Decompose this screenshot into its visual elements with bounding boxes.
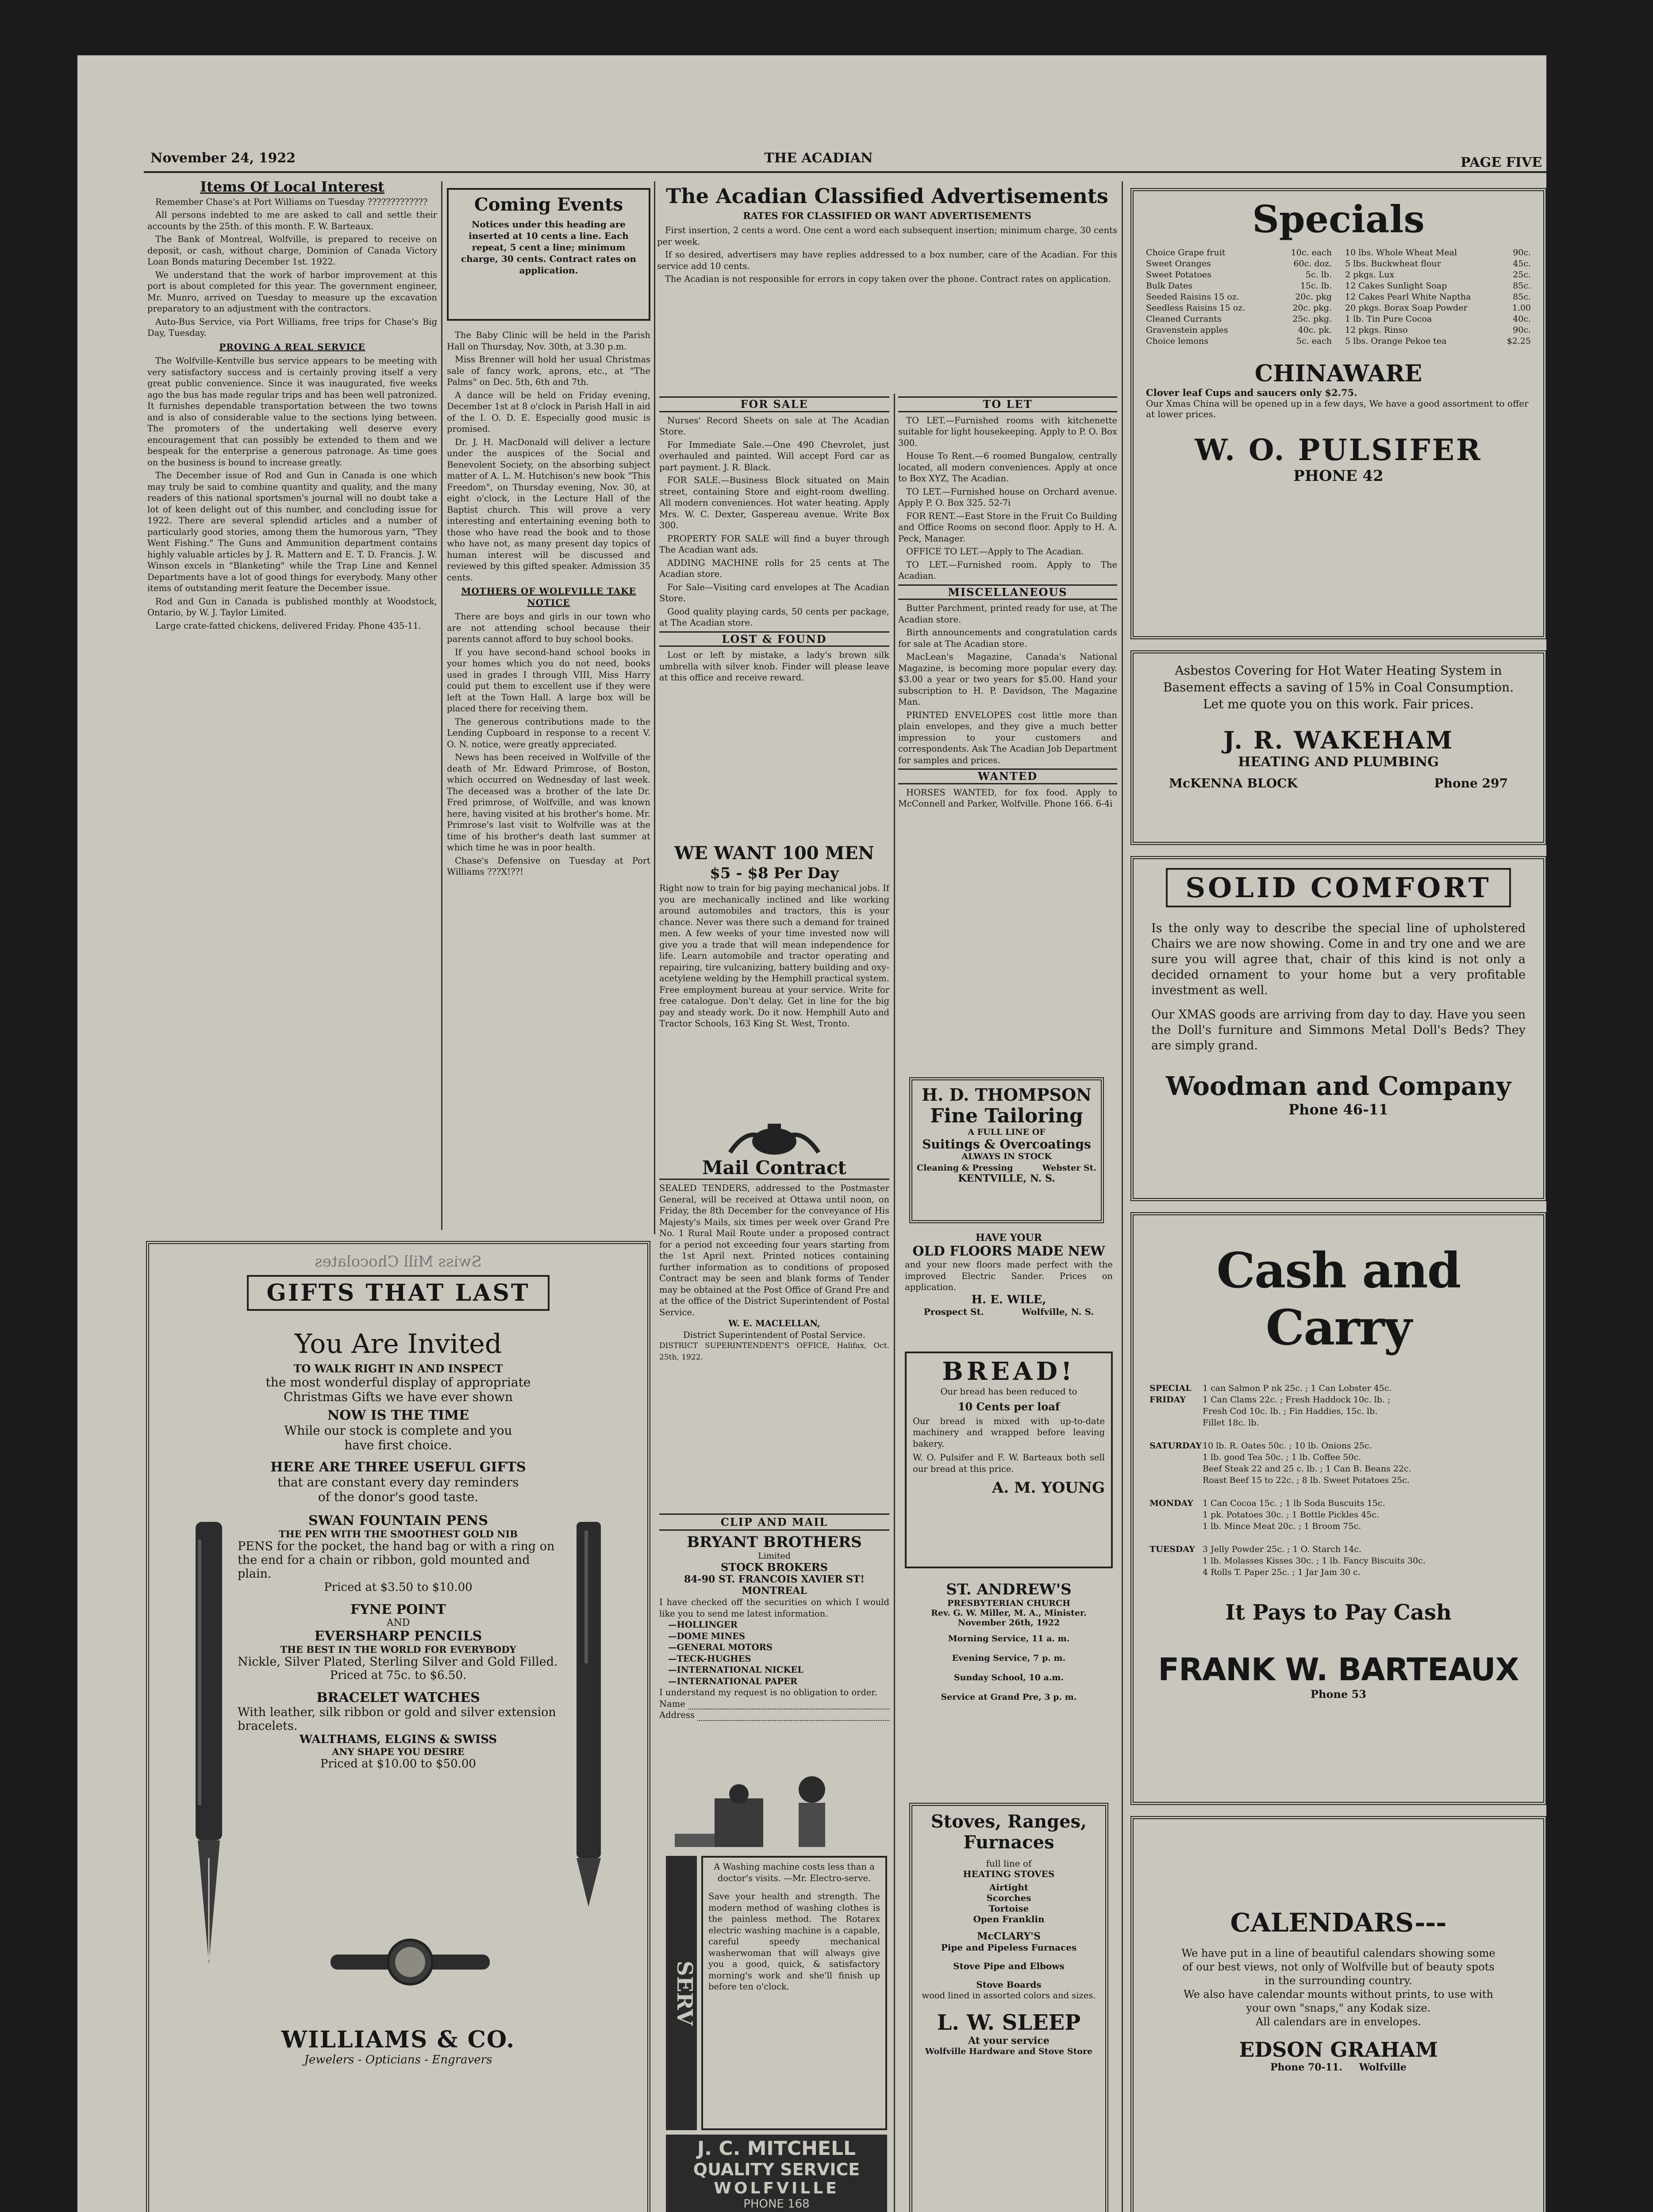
chinaware-title: CHINAWARE <box>1254 360 1422 387</box>
clip-item[interactable]: —HOLLINGER <box>668 1620 738 1630</box>
bracelet-watch-icon <box>331 1938 490 1986</box>
local-para: The Bank of Montreal, Wolfville, is prepared to receive on deposit, or cash, without charge, Dominion of Canada Victory Loan Bonds maturing December 1st. 1922. <box>147 234 437 267</box>
pulsifer-ad <box>1130 188 1546 639</box>
gifts-makes: WALTHAMS, ELGINS & SWISS <box>299 1733 497 1746</box>
sleep-service: At your service <box>968 2035 1049 2047</box>
sleep-item: Airtight <box>989 1882 1029 1893</box>
cash-day <box>1149 1509 1203 1521</box>
local-para: Auto-Bus Service, via Port Williams, free trips for Chase's Big Day, Tuesday. <box>147 316 437 338</box>
special-price: 1.00 <box>1512 303 1531 313</box>
gifts-firm: WILLIAMS & CO. <box>281 2026 515 2053</box>
special-price: $2.25 <box>1507 336 1531 346</box>
gifts-brace-price: Priced at $10.00 to $50.00 <box>320 1757 476 1770</box>
comfort-p2: Our XMAS goods are arriving from day to day. Have you seen the Doll's furniture and Simmons Metal Doll's Beds? They are simply grand. <box>1151 1008 1526 1052</box>
events-title: Coming Events <box>474 194 623 215</box>
cash-items: Fresh Cod 10c. lb. ; Fin Haddies, 15c. lb. <box>1203 1406 1378 1416</box>
special-item: 1 lb. Tin Pure Cocoa <box>1345 314 1432 324</box>
special-item: Sweet Oranges <box>1146 259 1211 269</box>
special-item: 12 Cakes Sunlight Soap <box>1345 281 1447 291</box>
sleep-elbows: Stove Pipe and Elbows <box>953 1961 1065 1971</box>
cash-items: Beef Steak 22 and 25 c. lb. ; 1 Can B. Beans 22c. <box>1203 1464 1411 1474</box>
ad-line: Birth announcements and congratulation cards for sale at The Acadian store. <box>898 627 1117 649</box>
thompson-goods: Suitings & Overcoatings <box>922 1137 1091 1152</box>
cash-day <box>1149 1406 1203 1417</box>
misc-heading: MISCELLANEOUS <box>898 584 1117 600</box>
thompson-ad <box>909 1077 1104 1223</box>
special-item: Seedless Raisins 15 oz. <box>1146 303 1246 313</box>
special-item: Choice Grape fruit <box>1146 248 1226 257</box>
mail-contract <box>659 1121 889 1506</box>
clip-name-label: Name <box>659 1698 685 1709</box>
events-column <box>447 330 650 1223</box>
local-para: All persons indebted to me are asked to call and settle their accounts by the 25th. of this month. F. W. Barteaux. <box>147 210 437 231</box>
sleep-item: Scorches <box>986 1893 1031 1903</box>
cash-day <box>1149 1567 1203 1578</box>
gifts-swan-price: Priced at $3.50 to $10.00 <box>324 1581 473 1594</box>
ad-line: OFFICE TO LET.—Apply to The Acadian. <box>906 546 1084 557</box>
cash-items: Fillet 18c. lb. <box>1203 1418 1259 1428</box>
cash-day: SPECIAL <box>1149 1383 1192 1393</box>
thompson-street: Webster St. <box>1042 1163 1096 1173</box>
special-price: 25c. <box>1513 270 1531 280</box>
cash-items: 1 Can Clams 22c. ; Fresh Haddock 10c. lb. ; <box>1203 1395 1391 1405</box>
woodman-ad <box>1130 856 1546 1201</box>
special-item: Seeded Raisins 15 oz. <box>1146 292 1239 302</box>
wanted-heading: WANTED <box>898 768 1117 784</box>
for-sale-column <box>659 394 889 836</box>
rate-line: The Acadian is not responsible for errors in copy taken over the phone. Contract rates on application. <box>665 274 1111 284</box>
gifts-invited: You Are Invited <box>294 1329 502 1359</box>
special-item: 12 pkgs. Rinso <box>1345 325 1408 335</box>
cash-day <box>1149 1463 1203 1475</box>
special-item: 12 Cakes Pearl White Naptha <box>1345 292 1471 302</box>
thompson-name: H. D. THOMPSON <box>922 1085 1092 1105</box>
event-para: Miss Brenner will hold her usual Christmas sale of fancy work, aprons, etc., at "The Palms" on Dec. 5th, 6th and 7th. <box>447 354 650 387</box>
gifts-ad <box>146 1241 650 2212</box>
clip-item[interactable]: —DOME MINES <box>668 1631 746 1641</box>
wile-addr: Prospect St. <box>923 1306 984 1317</box>
sleep-item: Open Franklin <box>973 1914 1045 1924</box>
event-para: There are boys and girls in our town who are not attending school because their parents cannot afford to buy school books. <box>447 611 650 644</box>
gifts-l4: that are constant every day reminders of the donor's good taste. <box>277 1475 519 1504</box>
cash-slogan: It Pays to Pay Cash <box>1225 1600 1452 1625</box>
special-price: 10c. each <box>1291 248 1332 257</box>
ad-line: For Immediate Sale.—One 490 Chevrolet, just overhauled and painted. Will accept Ford car as part payment. J. R. Black. <box>659 439 889 472</box>
column-rule <box>1122 181 1123 2212</box>
special-price: 45c. <box>1513 259 1531 269</box>
masthead-rule <box>144 171 1546 173</box>
event-para: The generous contributions made to the Lending Cupboard in response to a recent V. O. N. notice, were greatly appreciated. <box>447 716 650 749</box>
sleep-line: full line of <box>986 1858 1032 1869</box>
cash-items: 4 Rolls T. Paper 25c. ; 1 Jar Jam 30 c. <box>1203 1567 1361 1577</box>
barteaux-ad <box>1130 1212 1546 1805</box>
wile-l2: OLD FLOORS MADE NEW <box>912 1244 1105 1259</box>
clip-firm-sub: Limited <box>758 1551 791 1561</box>
church-service: Service at Grand Pre, 3 p. m. <box>941 1692 1077 1702</box>
special-item: 5 lbs. Buckwheat flour <box>1345 259 1441 269</box>
calendars-p1: We have put in a line of beautiful calendars showing some of our best views, not only of Wolfville but of beauty spots in the surrounding country. <box>1181 1947 1495 1987</box>
to-let-heading: TO LET <box>898 396 1117 412</box>
mail-sig-title: District Superintendent of Postal Service. <box>683 1329 866 1340</box>
special-price: 85c. <box>1513 281 1531 291</box>
gifts-now: NOW IS THE TIME <box>327 1408 469 1423</box>
clip-mail-ad <box>659 1511 889 1759</box>
woodman-name: Woodman and Company <box>1165 1071 1511 1101</box>
event-para: If you have second-hand school books in your homes which you do not need, books used in grades I through VIII, Miss Harry could put them to excellent use if they were left at the Town Hall. A large box will be placed there for receiving them. <box>447 647 650 714</box>
local-para: Remember Chase's at Port Williams on Tuesday ????????????? <box>155 196 428 207</box>
mail-office: DISTRICT SUPERINTENDENT'S OFFICE, Halifax, Oct. 25th, 1922. <box>659 1341 889 1362</box>
clip-firm-kind: STOCK BROKERS <box>721 1561 828 1574</box>
clip-address: 84-90 ST. FRANCOIS XAVIER ST! <box>684 1574 865 1585</box>
bread-title: BREAD! <box>942 1357 1076 1386</box>
cash-day <box>1149 1452 1203 1463</box>
event-para: The Baby Clinic will be held in the Parish Hall on Thursday, Nov. 30th, at 3.30 p.m. <box>447 330 650 352</box>
sleep-boards: Stove Boards <box>976 1979 1042 1990</box>
cash-day <box>1149 1475 1203 1486</box>
gifts-mirror-text: Swiss Mill Chocolates <box>315 1253 482 1271</box>
ad-line: HORSES WANTED, for fox food. Apply to McConnell and Parker, Wolfville. Phone 166. 6-4i <box>898 787 1117 809</box>
cash-items: Roast Beef 15 to 22c. ; 8 lb. Sweet Potatoes 25c. <box>1203 1475 1410 1485</box>
gifts-and: AND <box>386 1617 410 1628</box>
clip-address-label: Address <box>659 1710 695 1720</box>
mail-sig: W. E. MACLELLAN, <box>728 1318 820 1329</box>
rate-line: If so desired, advertisers may have replies addressed to a box number, care of the Acadian. For this service add 10 cents. <box>657 250 1117 271</box>
gifts-l2: the most wonderful display of appropriate Christmas Gifts we have ever shown <box>265 1375 531 1404</box>
mitchell-name: J. C. MITCHELL <box>697 2137 856 2160</box>
pulsifer-name: W. O. PULSIFER <box>1195 433 1482 467</box>
sleep-store: Wolfville Hardware and Stove Store <box>925 2046 1093 2056</box>
local-title: Items Of Local Interest <box>200 181 384 195</box>
church-date: November 26th, 1922 <box>957 1618 1060 1628</box>
gifts-swan: SWAN FOUNTAIN PENS <box>308 1513 488 1528</box>
men-body: Right now to train for big paying mechanical jobs. If you are mechanically inclined and like working around automobiles and tractors, this is your chance. Never was there such a demand for trained men. A few weeks of your time invested now will give you a trade that will mean independence for life. Learn automobile and tractor operating and repairing, tire vulcanizing, battery building and oxy-acetylene welding by the Hemphill practical system. Free employment bureau at your service. Write for free catalogue. Don't delay. Get in line for the big pay and steady work. Do it now. Hemphill Auto and Tractor Schools, 163 King St. West, Tronto. <box>659 883 889 1029</box>
sleep-ad <box>909 1803 1108 2212</box>
specials-title: Specials <box>1252 197 1425 241</box>
men-pay: $5 - $8 Per Day <box>710 864 839 882</box>
special-item: Cleaned Currants <box>1146 314 1222 324</box>
bread-l3: Our bread is mixed with up-to-date machinery and wrapped before leaving bakery. <box>913 1416 1105 1449</box>
gifts-brace: BRACELET WATCHES <box>316 1690 480 1705</box>
mitchell-phone: PHONE 168 <box>743 2197 810 2211</box>
bus-title: PROVING A REAL SERVICE <box>219 341 365 352</box>
mail-body: SEALED TENDERS, addressed to the Postmaster General, will be received at Ottawa until noon, on Friday, the 8th December for the conveyance of His Majesty's Mails, six times per week over Grand Pre No. 1 Rural Mail Route under a proposed contract for a period not exceeding four years starting from the 1st April next. Printed notices containing further information as to conditions of proposed Contract may be seen and blank forms of Tender may be obtained at the Post Office of Grand Pre and at the office of the District Superintendent of Postal Service. <box>659 1183 889 1317</box>
gifts-ever-body: Nickle, Silver Plated, Sterling Silver and Gold Filled. <box>238 1655 558 1669</box>
clip-name-field[interactable] <box>688 1698 889 1710</box>
chinaware-line1: Clover leaf Cups and saucers only $2.75. <box>1146 387 1357 398</box>
cash-items: 1 can Salmon P nk 25c. ; 1 Can Lobster 45c. <box>1203 1383 1392 1393</box>
cash-day: FRIDAY <box>1149 1395 1186 1405</box>
wile-body: and your new floors made perfect with the improved Electric Sander. Prices on application. <box>905 1260 1113 1292</box>
ad-line: FOR RENT.—East Store in the Fruit Co Building and Office Rooms on second floor. Apply to H. A. Peck, Manager. <box>898 511 1117 544</box>
graham-ad <box>1130 1816 1546 2212</box>
ad-line: ADDING MACHINE rolls for 25 cents at The Acadian store. <box>659 557 889 579</box>
classified-header <box>657 184 1117 392</box>
clip-firm: BRYANT BROTHERS <box>687 1533 862 1551</box>
wile-ad <box>905 1232 1113 1347</box>
special-item: 20 pkgs. Borax Soap Powder <box>1345 303 1468 313</box>
local-column <box>147 181 437 1230</box>
special-price: 5c. lb. <box>1305 270 1332 280</box>
page-number: PAGE FIVE <box>1460 155 1542 170</box>
cash-day: TUESDAY <box>1149 1544 1195 1554</box>
column-rule <box>654 181 655 1234</box>
special-price: 20c. pkg. <box>1292 303 1332 313</box>
ad-line: For Sale—Visiting card envelopes at The Acadian Store. <box>659 582 889 603</box>
gifts-ever-sub: THE BEST IN THE WORLD FOR EVERYBODY <box>280 1644 516 1655</box>
classified-title: The Acadian Classified Advertisements <box>666 184 1108 208</box>
cash-day <box>1149 1521 1203 1532</box>
men-ad <box>659 843 889 1117</box>
gifts-shape: ANY SHAPE YOU DESIRE <box>332 1746 465 1757</box>
to-let-column <box>898 394 1117 1075</box>
fountain-pen-icon <box>185 1522 233 1973</box>
eversharp-pencil-icon <box>563 1522 612 1911</box>
thompson-line: A FULL LINE OF <box>968 1127 1046 1137</box>
special-price: 25c. pkg. <box>1292 314 1332 324</box>
mitchell-footer <box>666 2135 887 2212</box>
events-notice: Notices under this heading are inserted at 10 cents a line. Each repeat, 5 cent a line; minimum charge, 30 cents. Contract rates on application. <box>461 219 636 276</box>
bread-l1: Our bread has been reduced to <box>940 1386 1077 1397</box>
classified-subtitle: RATES FOR CLASSIFIED OR WANT ADVERTISEMENTS <box>743 210 1031 221</box>
ad-line: TO LET.—Furnished room. Apply to The Acadian. <box>898 559 1117 581</box>
bread-sig: A. M. YOUNG <box>992 1479 1105 1497</box>
gifts-ever-price: Priced at 75c. to $6.50. <box>330 1669 467 1682</box>
event-para: Chase's Defensive on Tuesday at Port Williams ???X!??! <box>447 855 650 877</box>
column-rule <box>894 394 895 2212</box>
cash-day: MONDAY <box>1149 1498 1193 1508</box>
church-name: ST. ANDREW'S <box>946 1581 1072 1598</box>
ad-line: Lost or left by mistake, a lady's brown silk umbrella with silver knob. Finder will please leave at this office and receive reward. <box>659 650 889 683</box>
wile-l1: HAVE YOUR <box>975 1232 1042 1244</box>
ad-line: TO LET.—Furnished house on Orchard avenue. Apply P. O. Box 325. 52-7i <box>898 486 1117 508</box>
clip-item[interactable]: —INTERNATIONAL NICKEL <box>668 1665 803 1675</box>
sleep-clary: McCLARY'S <box>977 1931 1041 1942</box>
special-price: 90c. <box>1513 325 1531 335</box>
gifts-three: HERE ARE THREE USEFUL GIFTS <box>270 1459 526 1475</box>
bread-l2: 10 Cents per loaf <box>957 1400 1060 1413</box>
comfort-title: SOLID COMFORT <box>1166 868 1511 907</box>
mitchell-ad <box>666 1767 887 2212</box>
ad-line: TO LET.—Furnished rooms with kitchenette suitable for light housekeeping. Apply to P. O. Box 300. <box>898 415 1117 448</box>
ad-line: Nurses' Record Sheets on sale at The Acadian Store. <box>659 415 889 437</box>
sleep-title2: Furnaces <box>963 1832 1054 1853</box>
wile-name: H. E. WILE, <box>971 1293 1046 1306</box>
cash-items: 1 pk. Potatoes 30c. ; 1 Bottle Pickles 45c. <box>1203 1510 1379 1520</box>
rate-line: First insertion, 2 cents a word. One cent a word each subsequent insertion; minimum charge, 30 cents per week. <box>657 225 1117 247</box>
graham-name: EDSON GRAHAM <box>1239 2038 1438 2062</box>
thompson-stock: ALWAYS IN STOCK <box>961 1152 1052 1161</box>
wakeham-name: J. R. WAKEHAM <box>1223 726 1454 754</box>
special-item: 5 lbs. Orange Pekoe tea <box>1345 336 1447 346</box>
special-item: 10 lbs. Whole Wheat Meal <box>1345 248 1457 257</box>
calendars-title: CALENDARS--- <box>1230 1908 1447 1938</box>
special-item: Gravenstein apples <box>1146 325 1228 335</box>
chinaware-line2: Our Xmas China will be opened up in a few days, We have a good assortment to offer at lower prices. <box>1146 398 1529 419</box>
clip-note: I understand my request is no obligation to order. <box>659 1687 877 1697</box>
ad-line: FOR SALE.—Business Block situated on Main street, containing Store and eight-room dwelling. All modern conveniences. Hot water heating. Apply Mrs. W. C. Dexter, Gaspereau avenue. Write Box 300. <box>659 475 889 530</box>
wakeham-ad <box>1130 650 1546 845</box>
paper-title: THE ACADIAN <box>764 150 873 166</box>
cash-items: 10 lb. R. Oates 50c. ; 10 lb. Onions 25c. <box>1203 1441 1372 1451</box>
gifts-fyne: FYNE POINT <box>350 1602 446 1617</box>
cash-items: 1 Can Cocoa 15c. ; 1 lb Soda Buscuits 15c. <box>1203 1498 1385 1508</box>
bread-l4: W. O. Pulsifer and F. W. Barteaux both sell our bread at this price. <box>913 1452 1105 1474</box>
sleep-pipe: Pipe and Pipeless Furnaces <box>941 1942 1077 1953</box>
local-para: The Wolfville-Kentville bus service appears to be meeting with very satisfactory success and is certainly proving itself a very great public convenience. Since it was inaugurated, five weeks ago the bus has made regular trips and has been well patronized. It furnishes dependable transportation between the two towns and is also of considerable value to the sections lying between. The promoters of the undertaking well deserve every encouragement that can possibly be extended to them and we bespeak for the enterprise a generous patronage. As time goes on the business is bound to increase greatly. <box>147 356 437 468</box>
cash-title: Cash and Carry <box>1216 1242 1461 1356</box>
wakeham-block: McKENNA BLOCK <box>1169 776 1298 791</box>
mitchell-text-box <box>701 1856 887 2130</box>
gifts-l1: TO WALK RIGHT IN AND INSPECT <box>293 1362 503 1375</box>
church-sub: PRESBYTERIAN CHURCH <box>947 1598 1071 1608</box>
gifts-trades: Jewelers - Opticians - Engravers <box>304 2053 492 2066</box>
church-ad <box>905 1577 1113 1794</box>
gifts-swan-sub: THE PEN WITH THE SMOOTHEST GOLD NIB <box>279 1528 518 1540</box>
clip-item[interactable]: —GENERAL MOTORS <box>668 1642 773 1652</box>
mail-title: Mail Contract <box>659 1157 889 1180</box>
washing-machine-illustration-icon <box>666 1767 887 1856</box>
cash-items: 1 lb. good Tea 50c. ; 1 lb. Coffee 50c. <box>1203 1452 1361 1462</box>
event-para: Dr. J. H. MacDonald will deliver a lecture under the auspices of the Social and Benevolent Society, on the absorbing subject matter of A. L. M. Hutchison's new book "This Freedom", on Thursday evening, Nov. 30, at eight o'clock, in the Lecture Hall of the Baptist church. This will prove a very interesting and entertaining evening both to those who have read the book and to those who have not, as many present day topics of human interest will be discussed and reviewed by this gifted speaker. Admission 35 cents. <box>447 437 650 583</box>
thompson-service: Cleaning & Pressing <box>917 1163 1013 1173</box>
cash-day: SATURDAY <box>1149 1441 1202 1451</box>
for-sale-heading: FOR SALE <box>659 396 889 412</box>
gifts-swan-body: PENS for the pocket, the hand bag or with a ring on the end for a chain or ribbon, gold mounted and plain. <box>238 1540 555 1581</box>
pulsifer-phone: PHONE 42 <box>1293 467 1384 485</box>
church-service: Sunday School, 10 a.m. <box>953 1673 1064 1682</box>
sleep-title1: Stoves, Ranges, <box>930 1811 1087 1832</box>
cash-items: 1 lb. Mince Meat 20c. ; 1 Broom 75c. <box>1203 1521 1361 1531</box>
special-price: 85c. <box>1513 292 1531 302</box>
special-price: 5c. each <box>1296 336 1332 346</box>
special-price: 60c. doz. <box>1293 259 1332 269</box>
wakeham-phone: Phone 297 <box>1434 776 1508 791</box>
woodman-phone: Phone 46-11 <box>1288 1101 1388 1118</box>
cash-items: 3 Jelly Powder 25c. ; 1 O. Starch 14c. <box>1203 1544 1362 1554</box>
cash-day <box>1149 1555 1203 1567</box>
ad-line: PRINTED ENVELOPES cost little more than plain envelopes, and they give a much better impression to your customers and correspondents. Ask The Acadian Job Department for samples and prices. <box>898 710 1117 765</box>
mitchell-town: WOLFVILLE <box>714 2179 839 2197</box>
gifts-banner: GIFTS THAT LAST <box>247 1275 549 1311</box>
mitchell-side-band: SERV <box>666 1856 697 2130</box>
ad-line: Butter Parchment, printed ready for use, at The Acadian store. <box>898 603 1117 625</box>
barteaux-name: FRANK W. BARTEAUX <box>1158 1651 1519 1688</box>
clip-item[interactable]: —TECK-HUGHES <box>668 1653 751 1664</box>
mothers-title: MOTHERS OF WOLFVILLE TAKE NOTICE <box>461 586 636 608</box>
clip-intro: I have checked off the securities on which I would like you to send me latest information. <box>659 1597 889 1619</box>
sleep-name: L. W. SLEEP <box>937 2010 1081 2035</box>
graham-town: Wolfville <box>1359 2062 1407 2073</box>
clip-item[interactable]: —INTERNATIONAL PAPER <box>668 1676 798 1686</box>
gifts-brace-body: With leather, silk ribbon or gold and silver extension bracelets. <box>238 1705 556 1733</box>
clip-head: CLIP AND MAIL <box>659 1513 889 1531</box>
events-box <box>447 188 650 321</box>
church-service: Morning Service, 11 a. m. <box>948 1634 1070 1644</box>
church-service: Evening Service, 7 p. m. <box>952 1653 1066 1663</box>
event-para: News has been received in Wolfville of the death of Mr. Edward Primrose, of Boston, which occurred on Wednesday of last week. The deceased was a brother of the late Dr. Fred primrose, of Wolfville, and was known here, having visited at his brother's home. Mr. Primrose's last visit to Wolfville was at the time of his brother's death last summer at which time he was in poor health. <box>447 752 650 853</box>
ad-line: Good quality playing cards, 50 cents per package, at The Acadian store. <box>659 606 889 628</box>
mitchell-tag: QUALITY SERVICE <box>693 2160 860 2179</box>
church-minister: Rev. G. W. Miller, M. A., Minister. <box>931 1608 1087 1618</box>
thompson-title: Fine Tailoring <box>930 1105 1083 1127</box>
special-price: 15c. lb. <box>1300 281 1332 291</box>
ad-line: MacLean's Magazine, Canada's National Magazine, is becoming more popular every day. $3.00 a year or two years for $5.00. Hand your subscription to H. P. Davidson, The Magazine Man. <box>898 652 1117 707</box>
event-para: A dance will be held on Friday evening, December 1st at 8 o'clock in Parish Hall in aid of the I. O. D. E. Especially good music is promised. <box>447 390 650 434</box>
newspaper-page <box>77 55 1546 2212</box>
special-item: Choice lemons <box>1146 336 1208 346</box>
sleep-item: Tortoise <box>988 1903 1029 1914</box>
ad-line: PROPERTY FOR SALE will find a buyer through The Acadian want ads. <box>659 533 889 555</box>
local-para: The December issue of Rod and Gun in Canada is one which may truly be said to combine quantity and quality, and the many readers of this national sportsmen's journal will no doubt take a lot of keen delight out of this number, and concluding issue for 1922. There are several splendid articles and a number of particularly good stories, among them the humorous yarn, "They Went Fishing." The Guns and Ammunition department contains highly valuable articles by J. R. Mattern and E. T. D. Francis. J. W. Winson excels in "Blanketing" while the Trap Line and Kennel Departments have a lot of good things for everybody. Many other items of outstanding merit feature the December issue. <box>147 470 437 593</box>
local-para: Large crate-fatted chickens, delivered Friday. Phone 435-11. <box>155 620 421 631</box>
cash-day <box>1149 1417 1203 1429</box>
mitchell-body: Save your health and strength. The modern method of washing clothes is the painless method. The Rotarex electric washing machine is a capable, careful speedy mechanical washerwoman that will always give you a good, quick, & satisfactory morning's work and she'll finish up before ten o'clock. <box>708 1891 880 1992</box>
barteaux-phone: Phone 53 <box>1311 1688 1366 1701</box>
thompson-town: KENTVILLE, N. S. <box>958 1173 1055 1184</box>
comfort-p1: Is the only way to describe the special line of upholstered Chairs we are now showing. Come in and try one and we are sure you will agree that, chair of this kind is not only a decided ornament to your home but a very profitable investment as well. <box>1151 922 1526 997</box>
gifts-l3: While our stock is complete and you have first choice. <box>284 1423 512 1452</box>
lost-heading: LOST & FOUND <box>659 631 889 647</box>
issue-date: November 24, 1922 <box>150 150 296 166</box>
special-price: 40c. <box>1513 314 1531 324</box>
special-price: 20c. pkg <box>1295 292 1332 302</box>
special-price: 40c. pk. <box>1298 325 1332 335</box>
wakeham-trade: HEATING AND PLUMBING <box>1238 754 1439 770</box>
royal-crest-icon <box>721 1121 827 1157</box>
special-item: Sweet Potatoes <box>1146 270 1211 280</box>
special-item: 2 pkgs. Lux <box>1345 270 1395 280</box>
sleep-wood: wood lined in assorted colors and sizes. <box>922 1990 1096 2001</box>
local-para: We understand that the work of harbor improvement at this port is about completed for this year. The government engineer, Mr. Munro, arrived on Tuesday to measure up the excavation preparatory to an adjustment with the contractors. <box>147 269 437 314</box>
cash-items: 1 lb. Molasses Kisses 30c. ; 1 lb. Fancy Biscuits 30c. <box>1203 1556 1426 1566</box>
wile-town: Wolfville, N. S. <box>1022 1306 1094 1317</box>
graham-phone: Phone 70-11. <box>1270 2062 1342 2073</box>
gifts-eversharp: EVERSHARP PENCILS <box>314 1628 482 1644</box>
mitchell-quote: A Washing machine costs less than a doctor's visits. —Mr. Electro-serve. <box>714 1862 875 1883</box>
clip-city: MONTREAL <box>742 1585 807 1597</box>
special-item: Bulk Dates <box>1146 281 1193 291</box>
clip-address-field[interactable] <box>697 1709 889 1721</box>
column-rule <box>441 181 442 1230</box>
men-title: WE WANT 100 MEN <box>674 843 874 864</box>
special-price: 90c. <box>1513 248 1531 257</box>
wakeham-body: Asbestos Covering for Hot Water Heating System in Basement effects a saving of 15% in Coal Consumption. Let me quote you on this work. Fair prices. <box>1163 663 1514 711</box>
calendars-p3: All calendars are in envelopes. <box>1256 2016 1421 2028</box>
bread-ad <box>905 1352 1113 1568</box>
sleep-line2: HEATING STOVES <box>963 1869 1055 1879</box>
local-para: Rod and Gun in Canada is published monthly at Woodstock, Ontario, by W. J. Taylor Limited. <box>147 596 437 618</box>
calendars-p2: We also have calendar mounts without prints, to use with your own "snaps," any Kodak size. <box>1184 1988 1493 2014</box>
ad-line: House To Rent.—6 roomed Bungalow, centrally located, all modern conveniences. Apply at once to Box XYZ, The Acadian. <box>898 451 1117 484</box>
